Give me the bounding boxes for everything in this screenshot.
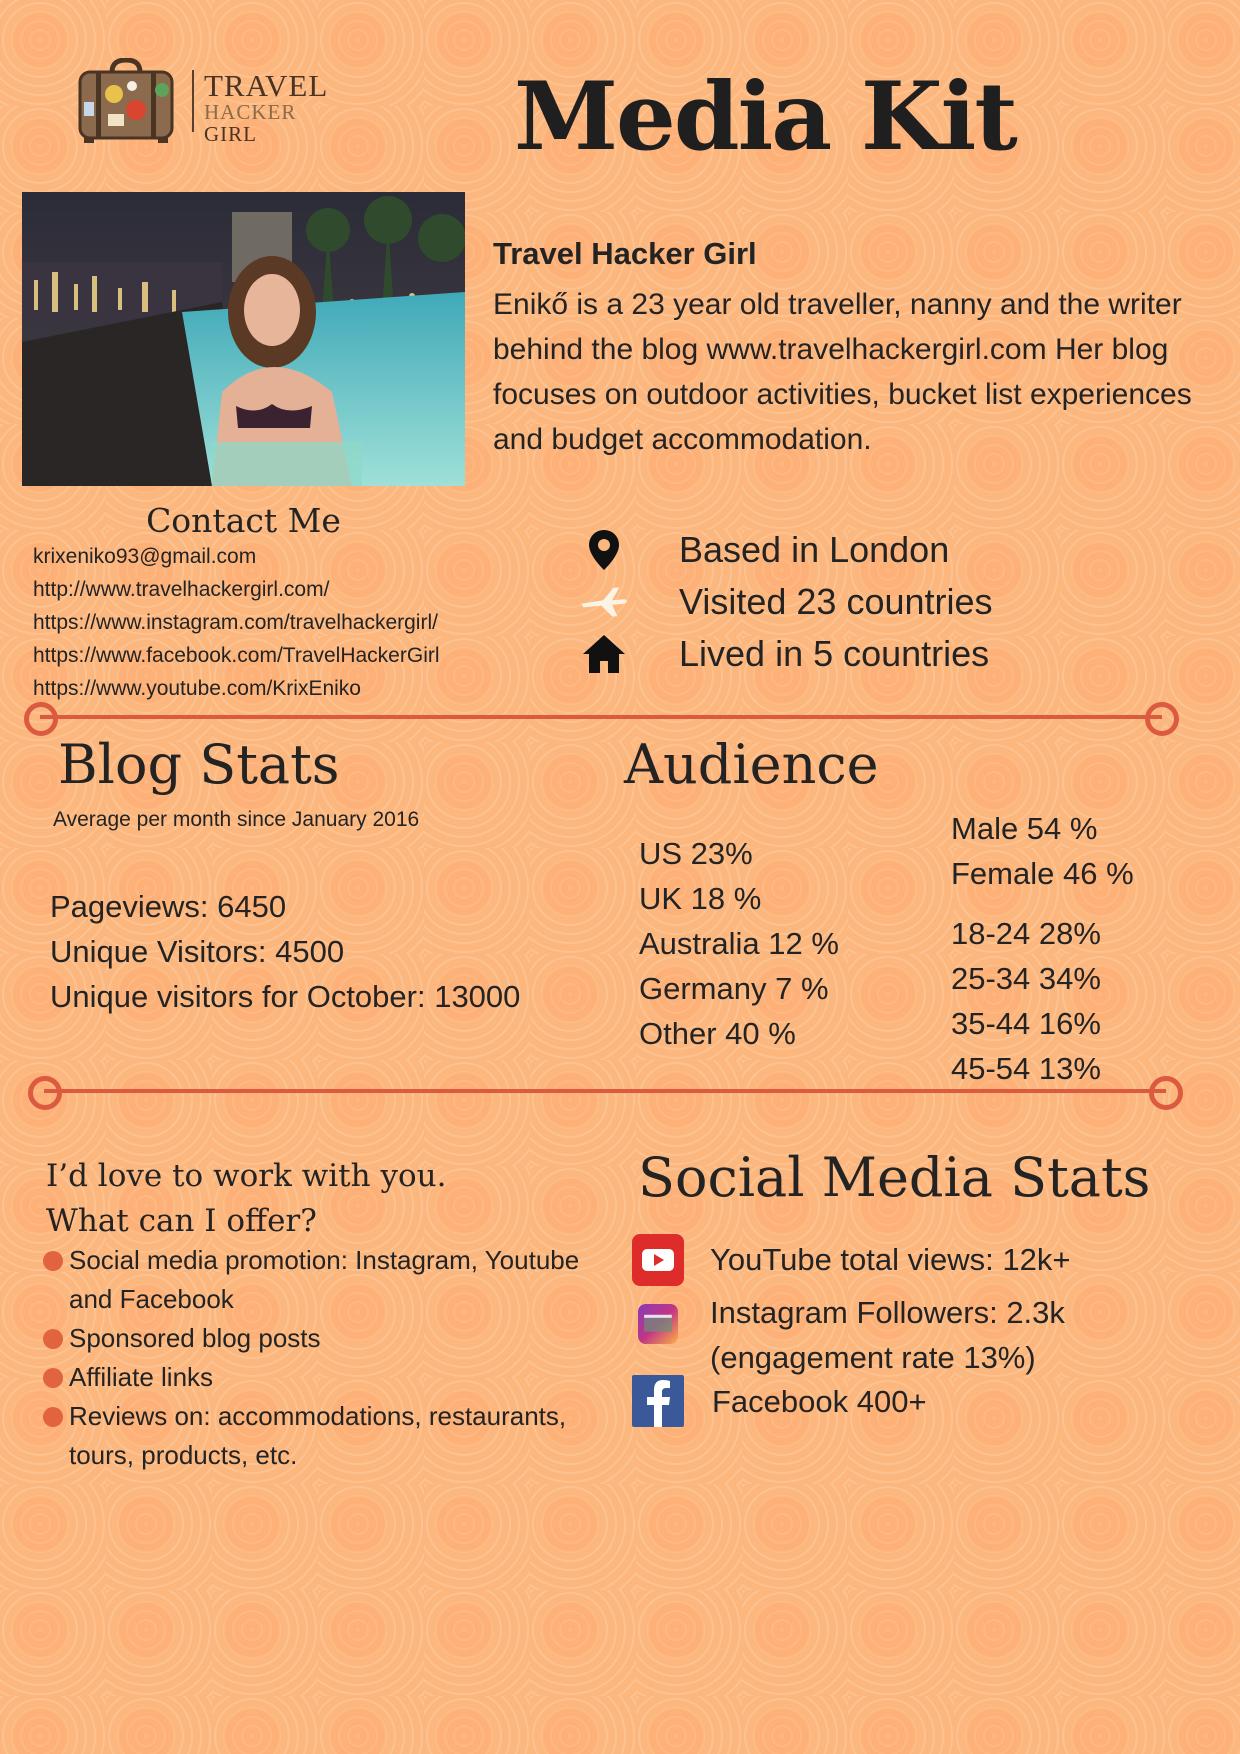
contact-list	[33, 540, 440, 705]
social-stats-heading: Social Media Stats	[638, 1146, 1151, 1209]
suitcase-icon	[74, 58, 178, 144]
divider-ring-left	[28, 1076, 62, 1110]
offer-heading-line1: I’d love to work with you.	[46, 1158, 447, 1194]
blog-stats-heading: Blog Stats	[58, 733, 340, 796]
contact-youtube-link[interactable]: https://www.youtube.com/KrixEniko	[33, 677, 361, 700]
audience-gender-item: Female 46 %	[951, 856, 1134, 891]
profile-photo	[22, 192, 465, 486]
fact-countries-visited	[578, 576, 993, 628]
audience-gender	[951, 806, 1134, 896]
section-divider-top	[40, 715, 1162, 719]
audience-country: Other 40 %	[639, 1016, 796, 1051]
fact-countries-lived-text: Lived in 5 countries	[679, 633, 990, 674]
logo-word-hacker: HACKER	[204, 100, 297, 124]
instagram-icon	[632, 1304, 684, 1344]
facebook-icon	[632, 1375, 684, 1427]
audience-country: Germany 7 %	[639, 971, 829, 1006]
page-title: Media Kit	[514, 62, 1016, 172]
airplane-icon	[578, 579, 630, 625]
fact-countries-visited-text: Visited 23 countries	[679, 581, 993, 622]
offer-item: Sponsored blog posts	[43, 1319, 623, 1358]
location-pin-icon	[578, 527, 630, 573]
bullet-icon	[43, 1368, 63, 1388]
bullet-icon	[43, 1251, 63, 1271]
audience-age-item: 35-44 16%	[951, 1006, 1101, 1041]
offer-item: Affiliate links	[43, 1358, 623, 1397]
youtube-icon	[632, 1234, 684, 1286]
audience-age-item: 25-34 34%	[951, 961, 1101, 996]
fact-countries-lived	[578, 628, 990, 680]
divider-ring-right	[1145, 702, 1179, 736]
instagram-engagement-text: (engagement rate 13%)	[710, 1340, 1036, 1375]
logo-word-girl: GIRL	[204, 122, 257, 146]
youtube-stat-text: YouTube total views: 12k+	[710, 1242, 1071, 1277]
fact-location	[578, 524, 950, 576]
bio-name: Travel Hacker Girl	[493, 236, 757, 271]
pageviews-stat: Pageviews: 6450	[50, 889, 287, 924]
contact-instagram-link[interactable]: https://www.instagram.com/travelhackergirl/	[33, 611, 438, 634]
unique-visitors-stat: Unique Visitors: 4500	[50, 934, 345, 969]
logo-divider	[192, 70, 194, 132]
bio-text: Enikő is a 23 year old traveller, nanny and the writer behind the blog www.travelhackergirl.com Her blog focuses on outdoor activities, bucket list experiences and budget accommodation.	[493, 288, 1192, 456]
offer-item: Reviews on: accommodations, restaurants, tours, products, etc.	[43, 1397, 623, 1475]
audience-countries	[639, 831, 839, 1056]
audience-ages	[951, 911, 1101, 1091]
fact-location-text: Based in London	[679, 529, 950, 570]
bullet-icon	[43, 1407, 63, 1427]
audience-country: US 23%	[639, 836, 753, 871]
october-visitors-stat: Unique visitors for October: 13000	[50, 979, 521, 1014]
audience-heading: Audience	[624, 733, 879, 796]
offer-heading-line2: What can I offer?	[46, 1203, 317, 1239]
brand-logo	[70, 52, 340, 152]
section-divider-bottom	[44, 1089, 1166, 1093]
instagram-stat-text: Instagram Followers: 2.3k	[710, 1295, 1065, 1330]
audience-country: UK 18 %	[639, 881, 762, 916]
audience-age-item: 18-24 28%	[951, 916, 1101, 951]
bullet-icon	[43, 1329, 63, 1349]
quick-facts	[578, 524, 993, 680]
blog-stats-subtitle: Average per month since January 2016	[53, 808, 420, 831]
divider-ring-right	[1149, 1076, 1183, 1110]
offer-heading	[46, 1154, 446, 1244]
blog-stats-list	[50, 884, 520, 1019]
offer-item: Social media promotion: Instagram, Youtube and Facebook	[43, 1241, 623, 1319]
contact-facebook-link[interactable]: https://www.facebook.com/TravelHackerGirl	[33, 644, 440, 667]
contact-blog-link[interactable]: http://www.travelhackergirl.com/	[33, 578, 330, 601]
audience-age-item: 45-54 13%	[951, 1051, 1101, 1086]
logo-word-travel: TRAVEL	[204, 68, 329, 103]
facebook-stat-text: Facebook 400+	[712, 1384, 927, 1419]
contact-heading: Contact Me	[146, 501, 341, 540]
audience-gender-item: Male 54 %	[951, 811, 1098, 846]
offer-list	[43, 1241, 623, 1475]
audience-country: Australia 12 %	[639, 926, 839, 961]
contact-email[interactable]: krixeniko93@gmail.com	[33, 545, 257, 568]
house-icon	[578, 631, 630, 677]
divider-ring-left	[24, 702, 58, 736]
